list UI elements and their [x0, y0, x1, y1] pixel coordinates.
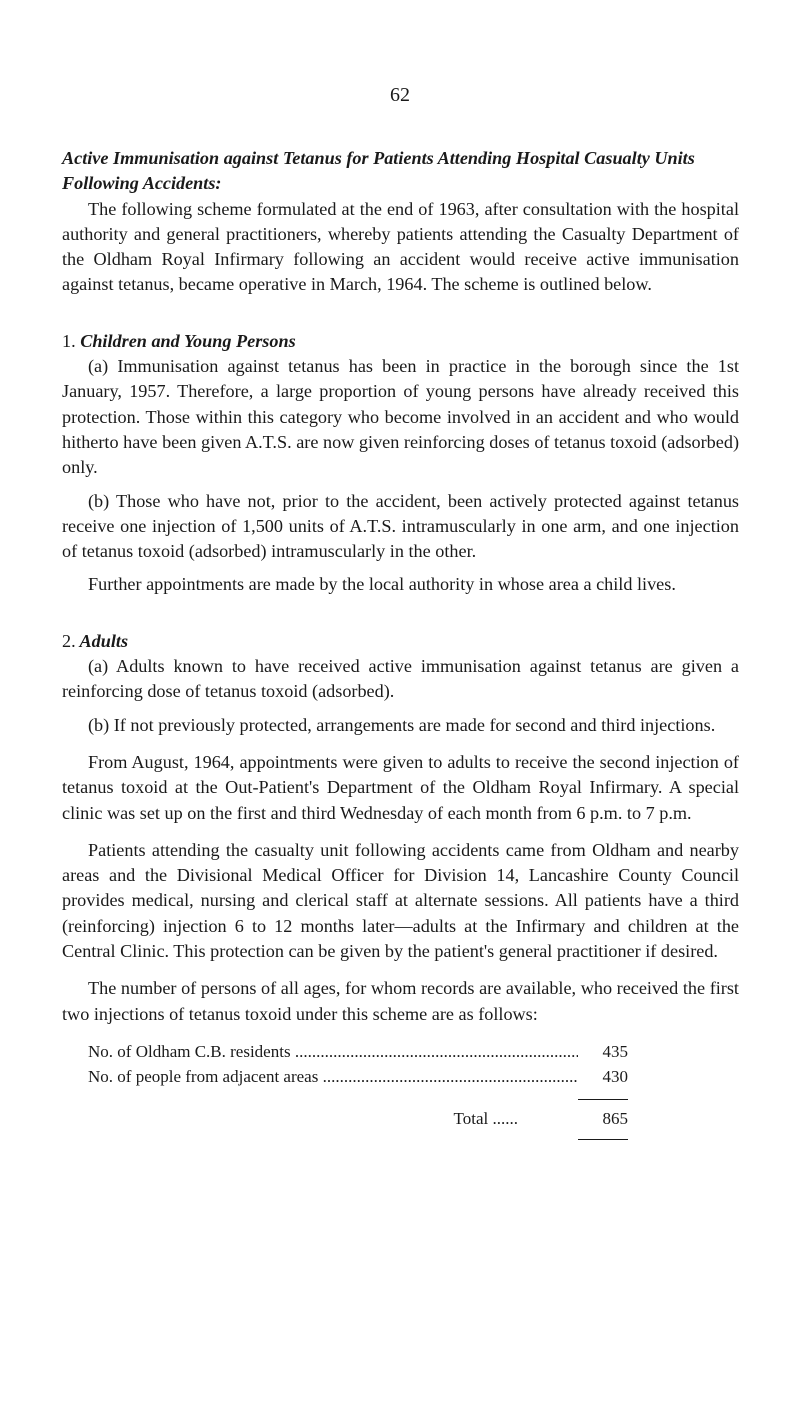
page-number: 62: [390, 84, 410, 106]
table-row-value: 430: [602, 1066, 628, 1086]
section-1-item-b: (b) Those who have not, prior to the accident, been actively protected against tetanus receive one injection of 1,500 units of A.T.S. intramuscularly in one arm, and one injection of tetanus toxoid (adsorbed) intramuscularly in the other.: [62, 490, 739, 562]
section-1-heading: [62, 329, 739, 354]
records-table: [88, 1039, 628, 1140]
total-rule: [88, 1139, 628, 1140]
table-row: [88, 1039, 628, 1064]
section-1-item-a: (a) Immunisation against tetanus has been in practice in the borough since the 1st January, 1957. Therefore, a large proportion of young persons have already received this protection. Those within this category who become involved in an accident and who would hitherto have been given A.T.S. are now given reinforcing doses of tetanus toxoid (adsorbed) only.: [62, 356, 739, 478]
section-2-paragraph-2: Patients attending the casualty unit following accidents came from Oldham and nearby areas and the Divisional Medical Officer for Division 14, Lancashire County Council provides medical, nursing and clerical staff at alternate sessions. All patients have a third (reinforcing) injection 6 to 12 months later—adults at the Infirmary and children at the Central Clinic. This protection can be given by the patient's general practitioner if desired.: [62, 839, 739, 962]
section-2-heading: [62, 629, 739, 654]
section-1-title: Children and Young Persons: [80, 330, 296, 351]
table-row-label: No. of Oldham C.B. residents .....: [88, 1039, 578, 1064]
intro-paragraph: The following scheme formulated at the end of 1963, after consultation with the hospital authority and general practitioners, whereby patients attending the Casualty Department of the Oldham Royal Infirmary following an accident would receive active immunisation against tetanus, became operative in March, 1964. The scheme is outlined below.: [62, 198, 739, 295]
total-row: [88, 1106, 628, 1131]
total-label: Total ......: [454, 1106, 518, 1131]
document-body: [62, 146, 739, 1140]
section-1-number: 1.: [62, 330, 76, 351]
section-2-item-b: (b) If not previously protected, arrangements are made for second and third injections.: [88, 714, 716, 735]
table-row: [88, 1064, 628, 1089]
table-row-label: No. of people from adjacent areas .....: [88, 1064, 578, 1089]
section-2-number: 2.: [62, 630, 76, 651]
section-2-paragraph-1: From August, 1964, appointments were given to adults to receive the second injection of tetanus toxoid at the Out-Patient's Department of the Oldham Royal Infirmary. A special clinic was set up on the first and third Wednesday of each month from 6 p.m. to 7 p.m.: [62, 751, 739, 823]
section-2-title: Adults: [79, 630, 129, 651]
total-value: 865: [602, 1108, 628, 1128]
table-row-value: 435: [602, 1041, 628, 1061]
section-1-further: Further appointments are made by the local authority in whose area a child lives.: [88, 574, 676, 595]
section-2-item-a: (a) Adults known to have received active immunisation against tetanus are given a reinforcing dose of tetanus toxoid (adsorbed).: [62, 656, 739, 702]
section-2-paragraph-3: The number of persons of all ages, for whom records are available, who received the first two injections of tetanus toxoid under this scheme are as follows:: [62, 978, 739, 1024]
subtotal-rule: [88, 1099, 628, 1100]
document-title: Active Immunisation against Tetanus for Patients Attending Hospital Casualty Units Following Accidents:: [62, 148, 695, 194]
